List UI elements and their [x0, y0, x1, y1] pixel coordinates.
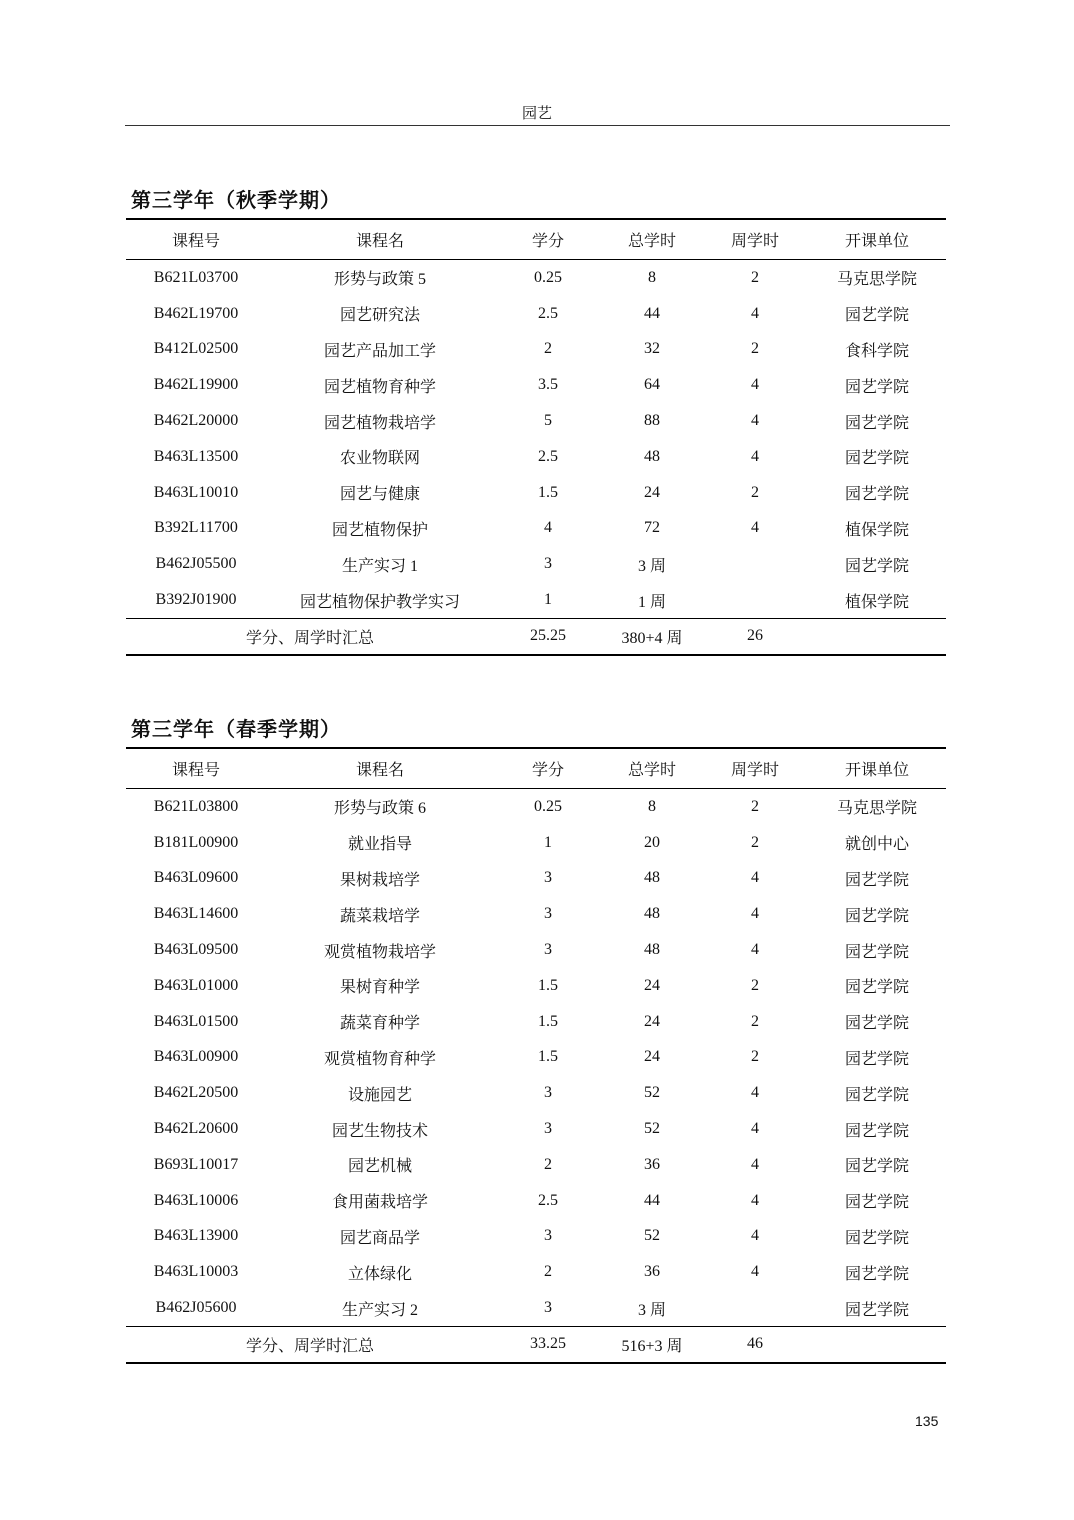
table-row — [126, 296, 946, 332]
section-title-spring: 第三学年（春季学期） — [131, 717, 341, 741]
total-label: 学分、周学时汇总 — [126, 1326, 494, 1363]
total-row — [126, 618, 946, 655]
course-code-cell: B462L20600 — [153, 1120, 239, 1138]
department-cell: 园艺学院 — [844, 1158, 909, 1176]
table-row — [126, 1219, 946, 1255]
column-header-credits: 学分 — [494, 748, 602, 789]
course-name-cell: 观赏植物育种学 — [323, 1050, 436, 1068]
course-code-cell: B693L10017 — [153, 1155, 239, 1173]
department-cell: 植保学院 — [844, 521, 909, 539]
department-cell: 园艺学院 — [844, 378, 909, 396]
department-cell: 园艺学院 — [844, 557, 909, 575]
table-row — [126, 861, 946, 897]
course-name-cell: 园艺植物保护教学实习 — [299, 593, 460, 611]
total-weekly-hours: 26 — [702, 618, 808, 655]
total-hours-cell: 24 — [644, 1048, 660, 1066]
course-name-cell: 农业物联网 — [339, 450, 420, 468]
course-code-cell: B463L10010 — [153, 483, 239, 501]
course-code-cell: B621L03800 — [153, 797, 239, 815]
table-row — [126, 367, 946, 403]
course-name-cell: 园艺植物栽培学 — [323, 414, 436, 432]
weekly-hours-cell: 2 — [751, 1012, 759, 1030]
column-header-total-hours: 总学时 — [602, 219, 702, 260]
table-body-autumn — [126, 260, 946, 619]
course-table-autumn — [126, 218, 946, 656]
total-hours-cell: 32 — [644, 340, 660, 358]
table-row — [126, 789, 946, 825]
table-row — [126, 1004, 946, 1040]
credits-cell: 2.5 — [538, 304, 558, 322]
department-cell: 马克思学院 — [836, 271, 917, 289]
course-name-cell: 蔬菜栽培学 — [339, 907, 420, 925]
total-hours-cell: 24 — [644, 483, 660, 501]
column-header-department: 开课单位 — [808, 219, 946, 260]
course-name-cell: 形势与政策 6 — [333, 800, 426, 818]
course-name-cell: 园艺植物育种学 — [323, 378, 436, 396]
column-header-total-hours: 总学时 — [602, 748, 702, 789]
course-code-cell: B392L11700 — [154, 519, 238, 537]
weekly-hours-cell: 4 — [751, 1263, 759, 1281]
total-hours-cell: 1 周 — [637, 593, 666, 611]
table-row — [126, 968, 946, 1004]
column-header-credits: 学分 — [494, 219, 602, 260]
weekly-hours-cell: 2 — [751, 483, 759, 501]
weekly-hours-cell: 4 — [751, 519, 759, 537]
department-cell: 园艺学院 — [844, 907, 909, 925]
course-name-cell: 果树栽培学 — [339, 871, 420, 889]
table-row — [126, 332, 946, 368]
total-hours-cell: 88 — [644, 412, 660, 430]
course-name-cell: 就业指导 — [347, 836, 412, 854]
department-cell: 园艺学院 — [844, 943, 909, 961]
total-hours-cell: 24 — [644, 976, 660, 994]
weekly-hours-cell: 4 — [751, 1084, 759, 1102]
course-code-cell: B462L20500 — [153, 1084, 239, 1102]
page-number: 135 — [915, 1413, 939, 1429]
weekly-hours-cell: 4 — [751, 412, 759, 430]
department-cell: 园艺学院 — [844, 1122, 909, 1140]
weekly-hours-cell: 4 — [751, 1120, 759, 1138]
credits-cell: 4 — [544, 519, 552, 537]
course-name-cell: 设施园艺 — [347, 1086, 412, 1104]
credits-cell: 3 — [544, 941, 552, 959]
table-row — [126, 260, 946, 296]
department-cell: 园艺学院 — [844, 1194, 909, 1212]
total-hours-cell: 52 — [644, 1120, 660, 1138]
total-credits: 33.25 — [494, 1326, 602, 1363]
weekly-hours-cell — [702, 1290, 808, 1326]
credits-cell: 1.5 — [538, 483, 558, 501]
credits-cell: 3 — [544, 1120, 552, 1138]
weekly-hours-cell: 4 — [751, 1227, 759, 1245]
course-code-cell: B463L10003 — [153, 1263, 239, 1281]
table-header-row — [126, 748, 946, 789]
total-hours-cell: 44 — [644, 1191, 660, 1209]
weekly-hours-cell — [702, 582, 808, 618]
table-row — [126, 1111, 946, 1147]
course-code-cell: B463L13900 — [153, 1227, 239, 1245]
table-row — [126, 475, 946, 511]
department-cell: 马克思学院 — [836, 800, 917, 818]
credits-cell: 3 — [544, 1227, 552, 1245]
total-hours-cell: 44 — [644, 304, 660, 322]
total-row — [126, 1326, 946, 1363]
total-hours-cell: 24 — [644, 1012, 660, 1030]
table-row — [126, 546, 946, 582]
weekly-hours-cell: 4 — [751, 1155, 759, 1173]
course-name-cell: 园艺商品学 — [339, 1229, 420, 1247]
department-cell: 园艺学院 — [844, 979, 909, 997]
total-hours-cell: 3 周 — [637, 1301, 666, 1319]
total-credits: 25.25 — [494, 618, 602, 655]
total-hours: 516+3 周 — [602, 1326, 702, 1363]
table-row — [126, 896, 946, 932]
course-code-cell: B392J01900 — [155, 591, 237, 609]
total-hours-cell: 3 周 — [637, 557, 666, 575]
course-code-cell: B463L01000 — [153, 976, 239, 994]
credits-cell: 0.25 — [534, 268, 562, 286]
course-name-cell: 蔬菜育种学 — [339, 1015, 420, 1033]
weekly-hours-cell: 2 — [751, 340, 759, 358]
table-row — [126, 582, 946, 618]
table-row — [126, 1254, 946, 1290]
department-cell: 就创中心 — [844, 836, 909, 854]
column-header-course-name: 课程名 — [266, 219, 494, 260]
course-code-cell: B462L20000 — [153, 412, 239, 430]
total-hours-cell: 72 — [644, 519, 660, 537]
department-cell: 园艺学院 — [844, 1265, 909, 1283]
weekly-hours-cell: 2 — [751, 1048, 759, 1066]
credits-cell: 2 — [544, 1263, 552, 1281]
weekly-hours-cell: 4 — [751, 304, 759, 322]
section-title-autumn: 第三学年（秋季学期） — [131, 188, 341, 212]
credits-cell: 3 — [544, 1299, 552, 1317]
credits-cell: 1 — [544, 833, 552, 851]
column-header-weekly-hours: 周学时 — [702, 748, 808, 789]
course-name-cell: 食用菌栽培学 — [331, 1194, 428, 1212]
table-row — [126, 1075, 946, 1111]
credits-cell: 1.5 — [538, 1012, 558, 1030]
course-name-cell: 园艺生物技术 — [331, 1122, 428, 1140]
table-row — [126, 1147, 946, 1183]
weekly-hours-cell: 4 — [751, 1191, 759, 1209]
column-header-course-code: 课程号 — [126, 748, 266, 789]
header-rule — [125, 125, 950, 126]
total-label: 学分、周学时汇总 — [126, 618, 494, 655]
course-name-cell: 园艺植物保护 — [331, 521, 428, 539]
credits-cell: 3 — [544, 905, 552, 923]
course-name-cell: 园艺研究法 — [339, 307, 420, 325]
course-name-cell: 果树育种学 — [339, 979, 420, 997]
weekly-hours-cell: 4 — [751, 941, 759, 959]
weekly-hours-cell: 4 — [751, 905, 759, 923]
course-code-cell: B621L03700 — [153, 268, 239, 286]
column-header-course-code: 课程号 — [126, 219, 266, 260]
total-empty-cell — [808, 1326, 946, 1363]
total-hours-cell: 20 — [644, 833, 660, 851]
column-header-course-name: 课程名 — [266, 748, 494, 789]
course-name-cell: 形势与政策 5 — [333, 271, 426, 289]
total-hours-cell: 36 — [644, 1155, 660, 1173]
course-code-cell: B463L13500 — [153, 447, 239, 465]
credits-cell: 2.5 — [538, 1191, 558, 1209]
running-title: 园艺 — [521, 106, 552, 122]
total-hours-cell: 36 — [644, 1263, 660, 1281]
table-body-spring — [126, 789, 946, 1327]
weekly-hours-cell — [702, 546, 808, 582]
total-hours-cell: 64 — [644, 376, 660, 394]
table-row — [126, 932, 946, 968]
column-header-department: 开课单位 — [808, 748, 946, 789]
department-cell: 食科学院 — [844, 342, 909, 360]
weekly-hours-cell: 4 — [751, 376, 759, 394]
credits-cell: 3 — [544, 869, 552, 887]
department-cell: 园艺学院 — [844, 1229, 909, 1247]
weekly-hours-cell: 2 — [751, 797, 759, 815]
credits-cell: 2.5 — [538, 447, 558, 465]
total-hours-cell: 48 — [644, 941, 660, 959]
table-row — [126, 1290, 946, 1326]
credits-cell: 3.5 — [538, 376, 558, 394]
weekly-hours-cell: 4 — [751, 869, 759, 887]
course-code-cell: B462J05500 — [155, 555, 237, 573]
total-hours-cell: 52 — [644, 1084, 660, 1102]
credits-cell: 3 — [544, 1084, 552, 1102]
table-row — [126, 1040, 946, 1076]
weekly-hours-cell: 2 — [751, 268, 759, 286]
course-code-cell: B463L00900 — [153, 1048, 239, 1066]
total-hours-cell: 8 — [648, 268, 656, 286]
table-row — [126, 825, 946, 861]
course-code-cell: B463L09600 — [153, 869, 239, 887]
course-code-cell: B463L14600 — [153, 905, 239, 923]
course-code-cell: B462L19700 — [153, 304, 239, 322]
table-header-row — [126, 219, 946, 260]
credits-cell: 1.5 — [538, 976, 558, 994]
department-cell: 园艺学院 — [844, 871, 909, 889]
course-name-cell: 园艺机械 — [347, 1158, 412, 1176]
department-cell: 植保学院 — [844, 593, 909, 611]
department-cell: 园艺学院 — [844, 450, 909, 468]
total-hours: 380+4 周 — [602, 618, 702, 655]
department-cell: 园艺学院 — [844, 486, 909, 504]
credits-cell: 3 — [544, 555, 552, 573]
table-row — [126, 403, 946, 439]
course-code-cell: B463L01500 — [153, 1012, 239, 1030]
course-code-cell: B462L19900 — [153, 376, 239, 394]
department-cell: 园艺学院 — [844, 1015, 909, 1033]
weekly-hours-cell: 2 — [751, 976, 759, 994]
weekly-hours-cell: 4 — [751, 447, 759, 465]
department-cell: 园艺学院 — [844, 1301, 909, 1319]
course-code-cell: B181L00900 — [153, 833, 239, 851]
department-cell: 园艺学院 — [844, 1086, 909, 1104]
credits-cell: 0.25 — [534, 797, 562, 815]
column-header-weekly-hours: 周学时 — [702, 219, 808, 260]
credits-cell: 2 — [544, 340, 552, 358]
total-hours-cell: 8 — [648, 797, 656, 815]
credits-cell: 2 — [544, 1155, 552, 1173]
total-weekly-hours: 46 — [702, 1326, 808, 1363]
course-code-cell: B463L09500 — [153, 941, 239, 959]
course-code-cell: B412L02500 — [153, 340, 239, 358]
total-hours-cell: 48 — [644, 905, 660, 923]
table-row — [126, 439, 946, 475]
credits-cell: 1 — [544, 591, 552, 609]
course-name-cell: 立体绿化 — [347, 1265, 412, 1283]
course-name-cell: 观赏植物栽培学 — [323, 943, 436, 961]
course-code-cell: B463L10006 — [153, 1191, 239, 1209]
course-name-cell: 生产实习 2 — [341, 1301, 418, 1319]
course-name-cell: 园艺与健康 — [339, 486, 420, 504]
weekly-hours-cell: 2 — [751, 833, 759, 851]
course-name-cell: 生产实习 1 — [341, 557, 418, 575]
total-hours-cell: 48 — [644, 869, 660, 887]
credits-cell: 5 — [544, 412, 552, 430]
total-empty-cell — [808, 618, 946, 655]
course-table-spring — [126, 747, 946, 1364]
course-name-cell: 园艺产品加工学 — [323, 342, 436, 360]
table-row — [126, 511, 946, 547]
credits-cell: 1.5 — [538, 1048, 558, 1066]
department-cell: 园艺学院 — [844, 414, 909, 432]
course-code-cell: B462J05600 — [155, 1299, 237, 1317]
department-cell: 园艺学院 — [844, 1050, 909, 1068]
total-hours-cell: 52 — [644, 1227, 660, 1245]
total-hours-cell: 48 — [644, 447, 660, 465]
table-row — [126, 1183, 946, 1219]
department-cell: 园艺学院 — [844, 307, 909, 325]
